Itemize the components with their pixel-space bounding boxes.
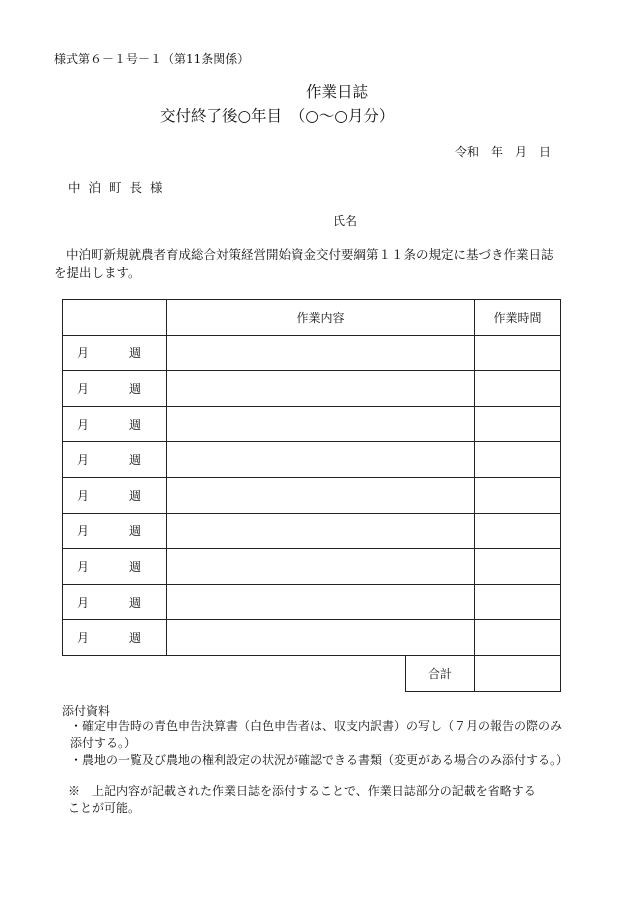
work-hours-cell[interactable] [475, 584, 561, 620]
week-label: 週 [129, 346, 142, 361]
table-row [63, 513, 561, 549]
work-content-cell[interactable] [167, 371, 475, 407]
period-cell[interactable] [63, 513, 167, 549]
week-label: 週 [129, 559, 142, 574]
month-label: 月 [77, 488, 90, 503]
period-cell[interactable] [63, 335, 167, 371]
total-label-area [167, 655, 475, 691]
period-cell[interactable] [63, 477, 167, 513]
total-label: 合計 [405, 656, 474, 692]
month-label: 月 [77, 453, 90, 468]
header-cell-hours: 作業時間 [475, 300, 561, 336]
work-hours-cell[interactable] [475, 477, 561, 513]
period-cell[interactable] [63, 406, 167, 442]
work-content-cell[interactable] [167, 513, 475, 549]
header-cell-period [63, 300, 167, 336]
name-label: 氏名 [333, 214, 358, 228]
table-row [63, 549, 561, 585]
period-cell[interactable] [63, 584, 167, 620]
attachments-note: ※ 上記内容が記載された作業日誌を添付することで、作業日誌部分の記載を省略することが可能。 [68, 784, 536, 815]
work-content-cell[interactable] [167, 584, 475, 620]
work-content-cell[interactable] [167, 549, 475, 585]
period-cell[interactable] [63, 371, 167, 407]
week-label: 週 [129, 417, 142, 432]
period-cell[interactable] [63, 442, 167, 478]
month-label: 月 [77, 559, 90, 574]
work-content-cell[interactable] [167, 335, 475, 371]
work-hours-cell[interactable] [475, 335, 561, 371]
month-label: 月 [77, 417, 90, 432]
document-title: 作業日誌 [305, 83, 368, 101]
week-label: 週 [129, 595, 142, 610]
work-content-cell[interactable] [167, 406, 475, 442]
table-header-row [63, 300, 561, 336]
body-text: 中泊町新規就農者育成総合対策経営開始資金交付要綱第１１条の規定に基づき作業日誌を提出します。 [54, 247, 554, 280]
table-row [63, 620, 561, 656]
work-hours-cell[interactable] [475, 513, 561, 549]
document-subtitle: 交付終了後○年目 （○～○月分） [160, 107, 395, 125]
attachments-title: 添付資料 [62, 704, 111, 718]
form-number: 様式第６－１号－１（第11条関係） [54, 52, 250, 66]
month-label: 月 [77, 381, 90, 396]
work-log-table [62, 299, 561, 692]
week-label: 週 [129, 488, 142, 503]
work-content-cell[interactable] [167, 442, 475, 478]
work-hours-cell[interactable] [475, 620, 561, 656]
week-label: 週 [129, 381, 142, 396]
week-label: 週 [129, 631, 142, 646]
date-line: 令和 年 月 日 [455, 145, 552, 159]
month-label: 月 [77, 595, 90, 610]
attachment-item: ・農地の一覧及び農地の権利設定の状況が確認できる書類（変更がある場合のみ添付する。） [70, 753, 569, 767]
table-row [63, 406, 561, 442]
period-cell[interactable] [63, 620, 167, 656]
table-row [63, 442, 561, 478]
work-content-cell[interactable] [167, 477, 475, 513]
work-hours-cell[interactable] [475, 442, 561, 478]
month-label: 月 [77, 346, 90, 361]
work-hours-cell[interactable] [475, 549, 561, 585]
work-content-cell[interactable] [167, 620, 475, 656]
period-cell[interactable] [63, 549, 167, 585]
table-row [63, 335, 561, 371]
month-label: 月 [77, 631, 90, 646]
total-row [63, 655, 561, 691]
attachment-item: ・確定申告時の青色申告決算書（白色申告者は、収支内訳書）の写し（７月の報告の際のみ添付する。） [70, 719, 563, 750]
table-row [63, 477, 561, 513]
week-label: 週 [129, 453, 142, 468]
week-label: 週 [129, 524, 142, 539]
addressee: 中泊町長様 [68, 180, 171, 195]
table-row [63, 584, 561, 620]
header-cell-content: 作業内容 [167, 300, 475, 336]
work-hours-cell[interactable] [475, 371, 561, 407]
month-label: 月 [77, 524, 90, 539]
total-row-spacer [63, 655, 167, 691]
total-hours-cell[interactable] [475, 655, 561, 691]
table-row [63, 371, 561, 407]
work-hours-cell[interactable] [475, 406, 561, 442]
